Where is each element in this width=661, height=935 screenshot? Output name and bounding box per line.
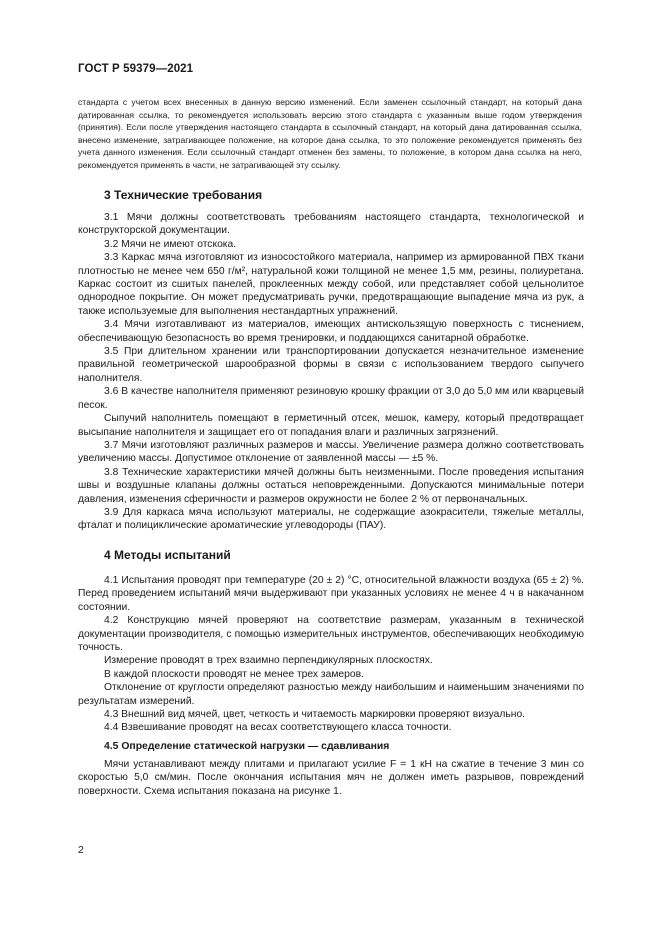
standard-header: ГОСТ Р 59379—2021 [78,63,194,75]
paragraph-4-3: 4.3 Внешний вид мячей, цвет, четкость и читаемость маркировки проверяют визуально. [104,709,526,721]
paragraph-3-4: 3.4 Мячи изготавливают из материалов, имеющих антискользящую поверхность с тиснением, обеспечивающую безопасность во время тренировки, и поддающихся санитарной обработке. [78,319,584,344]
paragraph-4-2-measurements: В каждой плоскости проводят не менее трех замеров. [104,668,364,680]
section-4-5-heading: 4.5 Определение статической нагрузки — сдавливания [104,741,390,752]
section-4-5-body [78,758,584,798]
intro-paragraph: стандарта с учетом всех внесенных в данную версию изменений. Если заменен ссылочный стандарт, на который дана датированная ссылка, то рекомендуется использовать версию этого стандарта с указанным выше годом утверждения (принятия). Если после утверждения настоящего стандарта в ссылочный стандарт, на который дана датированная ссылка, внесено изменение, затрагивающее положение, на которое дана ссылка, то это положение рекомендуется применять без учета данного изменения. Если ссылочный стандарт отменен без замены, то положение, в котором дана ссылка на него, рекомендуется применять в части, не затрагивающей эту ссылку. [78,97,582,170]
paragraph-4-5: Мячи устанавливают между плитами и прилагают усилие F = 1 кН на сжатие в течение 3 мин со скоростью 5,0 см/мин. После окончания испытания мяч не должен иметь разрывов, повреждений поверхности. Схема испытания показана на рисунке 1. [78,759,584,797]
paragraph-4-2-roundness: Отклонение от круглости определяют разностью между наибольшим и наименьшим значениями по результатам измерений. [78,682,584,707]
section-4-body [78,574,584,735]
paragraph-3-8: 3.8 Технические характеристики мячей должны быть неизменными. После проведения испытания швы и воздушные клапаны должны остаться неповрежденными. Допускаются минимальные потери давления, изменения сферичности и размеров окружности не более 2 % от первоначальных. [78,466,584,505]
page-number: 2 [78,844,84,856]
paragraph-3-6-filler: Сыпучий наполнитель помещают в герметичный отсек, мешок, камеру, который предотвращает высыпание наполнителя и защищает его от попадания влаги и различных загрязнений. [78,413,584,438]
paragraph-3-6: 3.6 В качестве наполнителя применяют резиновую крошку фракции от 3,0 до 5,0 мм или кварцевый песок. [78,386,584,411]
paragraph-3-2: 3.2 Мячи не имеют отскока. [104,238,237,250]
section-3-heading: 3 Технические требования [104,188,263,202]
paragraph-3-3: 3.3 Каркас мяча изготовляют из износостойкого материала, например из армированной ПВХ ткани плотностью не менее чем 650 г/м², натуральной кожи толщиной не менее 1,5 мм, резины, полиуретана. Каркас состоит из сшитых панелей, проклеенных между собой, или представляет собой цельнолитое однородное покрытие. Он может предусматривать ручки, предотвращающие выпадение мяча из рук, а также используемые для выполнения нестандартных упражнений. [78,252,584,317]
paragraph-3-7: 3.7 Мячи изготовляют различных размеров и массы. Увеличение размера должно соответствовать увеличению массы. Допустимое отклонение от заявленной массы — ±5 %. [78,439,584,465]
paragraph-3-5: 3.5 При длительном хранении или транспортировании допускается незначительное изменение правильной геометрической шарообразной формы в связи с использованием твердого сыпучего наполнителя. [78,346,584,384]
section-4-heading: 4 Методы испытаний [104,548,231,562]
paragraph-4-4: 4.4 Взвешивание проводят на весах соответствующего класса точности. [104,722,452,734]
paragraph-4-2: 4.2 Конструкцию мячей проверяют на соответствие размерам, указанным в технической документации производителя, с помощью измерительных инструментов, обеспечивающих необходимую точность. [78,615,584,654]
intro-text [78,96,582,172]
paragraph-3-1: 3.1 Мячи должны соответствовать требованиям настоящего стандарта, технологической и конструкторской документации. [78,212,584,237]
paragraph-3-9: 3.9 Для каркаса мяча используют материалы, не содержащие азокрасители, тяжелые металлы, фталат и полициклические ароматические углеводороды (ПАУ). [78,506,584,532]
section-3-body [78,211,584,533]
paragraph-4-2-planes: Измерение проводят в трех взаимно перпендикулярных плоскостях. [104,655,433,667]
paragraph-4-1: 4.1 Испытания проводят при температуре (20 ± 2) °С, относительной влажности воздуха (65 ± 2) %. Перед проведением испытаний мячи выдерживают при указанных условиях не менее 4 ч в накачанном состоянии. [78,575,584,613]
